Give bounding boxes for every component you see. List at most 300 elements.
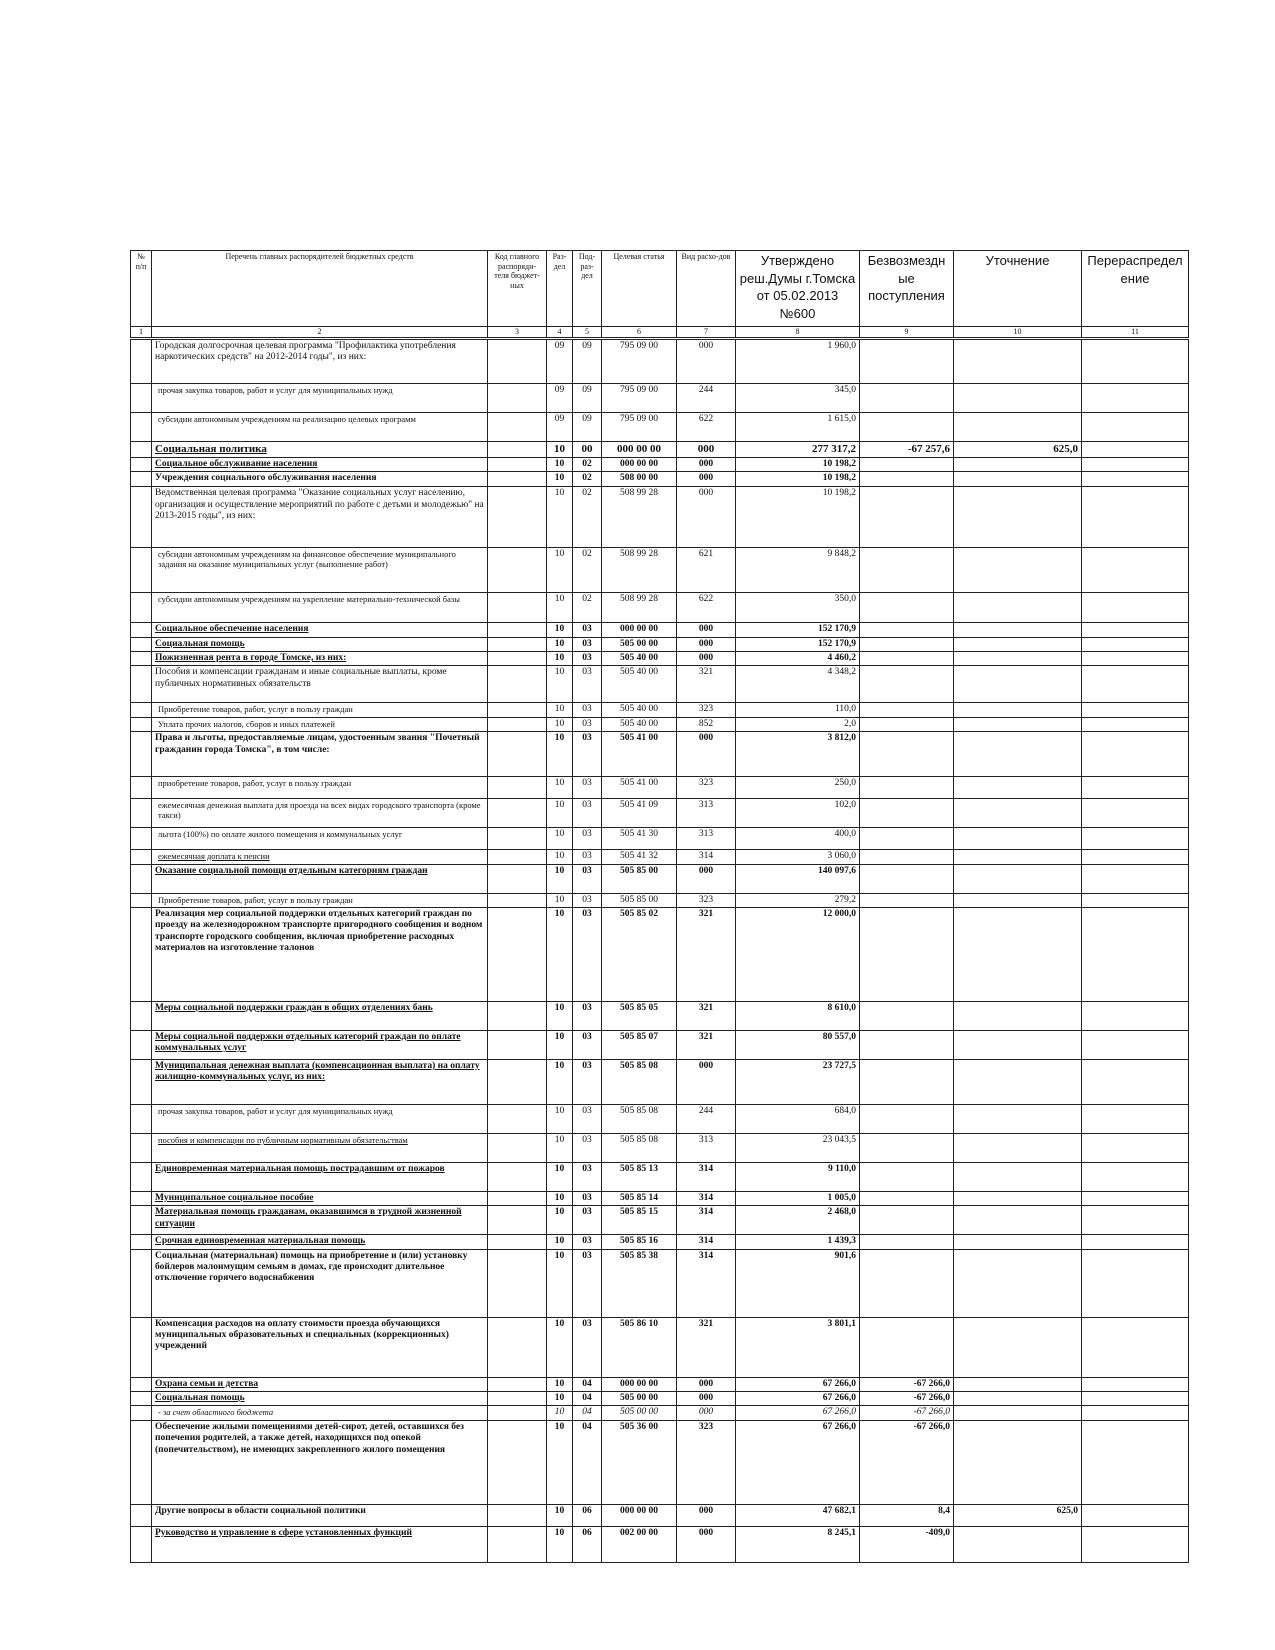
cell-num <box>131 637 152 651</box>
cell-clarification <box>954 717 1082 731</box>
cell-podrazdel: 03 <box>573 637 602 651</box>
cell-redistribution <box>1082 1392 1189 1406</box>
table-row <box>131 1162 1189 1191</box>
cell-approved: 901,6 <box>736 1249 860 1317</box>
cell-num <box>131 1191 152 1205</box>
cell-target: 508 99 28 <box>602 487 677 548</box>
cell-num <box>131 1162 152 1191</box>
cell-expense-type: 000 <box>677 637 736 651</box>
header-podrazdel: Под-раз-дел <box>573 251 602 327</box>
cell-expense-type: 314 <box>677 1249 736 1317</box>
colnum: 2 <box>152 327 488 339</box>
table-row <box>131 457 1189 471</box>
cell-podrazdel: 03 <box>573 1030 602 1059</box>
table-row <box>131 548 1189 593</box>
cell-podrazdel: 04 <box>573 1377 602 1391</box>
cell-num <box>131 651 152 665</box>
table-row <box>131 828 1189 850</box>
cell-clarification <box>954 1377 1082 1391</box>
cell-expense-type: 314 <box>677 850 736 864</box>
cell-podrazdel: 03 <box>573 651 602 665</box>
cell-podrazdel: 03 <box>573 717 602 731</box>
table-row <box>131 777 1189 799</box>
cell-gratuitous: -67 266,0 <box>860 1420 954 1504</box>
cell-redistribution <box>1082 799 1189 828</box>
cell-razdel: 10 <box>547 1001 573 1030</box>
cell-target: 795 09 00 <box>602 383 677 412</box>
table-row <box>131 487 1189 548</box>
cell-razdel: 10 <box>547 1420 573 1504</box>
cell-razdel: 10 <box>547 1030 573 1059</box>
cell-expense-type: 000 <box>677 864 736 893</box>
cell-approved: 12 000,0 <box>736 907 860 1001</box>
cell-name: Социальная (материальная) помощь на приобретение и (или) установку бойлеров малоимущим семьям в домах, где происходит длительное отключение горячего водоснабжения <box>152 1249 488 1317</box>
cell-gratuitous <box>860 717 954 731</box>
cell-razdel: 10 <box>547 1504 573 1526</box>
cell-gratuitous <box>860 1191 954 1205</box>
cell-razdel: 10 <box>547 717 573 731</box>
cell-num <box>131 907 152 1001</box>
cell-podrazdel: 04 <box>573 1420 602 1504</box>
table-row <box>131 1317 1189 1377</box>
cell-target: 505 40 00 <box>602 666 677 703</box>
cell-razdel: 09 <box>547 383 573 412</box>
cell-razdel: 10 <box>547 472 573 487</box>
cell-redistribution <box>1082 472 1189 487</box>
cell-expense-type: 000 <box>677 651 736 665</box>
budget-table <box>130 250 1189 1563</box>
cell-gratuitous <box>860 1001 954 1030</box>
cell-redistribution <box>1082 1504 1189 1526</box>
cell-gratuitous: -67 257,6 <box>860 441 954 457</box>
cell-expense-type: 321 <box>677 1030 736 1059</box>
cell-podrazdel: 04 <box>573 1392 602 1406</box>
cell-razdel: 10 <box>547 1526 573 1562</box>
cell-num <box>131 1030 152 1059</box>
cell-expense-type: 323 <box>677 777 736 799</box>
cell-gratuitous: -67 266,0 <box>860 1377 954 1391</box>
cell-gratuitous: 8,4 <box>860 1504 954 1526</box>
cell-code <box>488 1420 547 1504</box>
header-num: № п/п <box>131 251 152 327</box>
cell-razdel: 10 <box>547 777 573 799</box>
cell-razdel: 10 <box>547 907 573 1001</box>
cell-clarification <box>954 732 1082 777</box>
cell-target: 508 00 00 <box>602 472 677 487</box>
cell-expense-type: 321 <box>677 1317 736 1377</box>
cell-name: Права и льготы, предоставляемые лицам, удостоенным звания "Почетный гражданин города Томска", в том числе: <box>152 732 488 777</box>
cell-expense-type: 000 <box>677 623 736 637</box>
cell-name: Городская долгосрочная целевая программа "Профилактика употребления наркотических средств" на 2012-2014 годы", из них: <box>152 338 488 383</box>
cell-razdel: 10 <box>547 893 573 907</box>
cell-razdel: 10 <box>547 1392 573 1406</box>
cell-code <box>488 666 547 703</box>
cell-gratuitous: -67 266,0 <box>860 1406 954 1420</box>
cell-clarification <box>954 651 1082 665</box>
cell-podrazdel: 02 <box>573 593 602 623</box>
cell-gratuitous <box>860 1249 954 1317</box>
colnum: 9 <box>860 327 954 339</box>
cell-razdel: 10 <box>547 1191 573 1205</box>
cell-redistribution <box>1082 651 1189 665</box>
cell-clarification <box>954 703 1082 717</box>
cell-num <box>131 732 152 777</box>
cell-clarification <box>954 1392 1082 1406</box>
cell-podrazdel: 03 <box>573 623 602 637</box>
table-row <box>131 593 1189 623</box>
cell-approved: 23 043,5 <box>736 1133 860 1162</box>
header-gratuitous: Безвозмездн ые поступления <box>860 251 954 327</box>
cell-podrazdel: 02 <box>573 472 602 487</box>
table-row <box>131 1406 1189 1420</box>
cell-podrazdel: 04 <box>573 1406 602 1420</box>
cell-code <box>488 441 547 457</box>
cell-code <box>488 637 547 651</box>
cell-gratuitous <box>860 383 954 412</box>
cell-gratuitous <box>860 1162 954 1191</box>
cell-podrazdel: 00 <box>573 441 602 457</box>
cell-code <box>488 864 547 893</box>
cell-num <box>131 338 152 383</box>
cell-gratuitous <box>860 850 954 864</box>
cell-approved: 4 460,2 <box>736 651 860 665</box>
cell-target: 505 85 07 <box>602 1030 677 1059</box>
cell-podrazdel: 03 <box>573 850 602 864</box>
table-row <box>131 703 1189 717</box>
header-expense-type: Вид расхо-дов <box>677 251 736 327</box>
cell-redistribution <box>1082 457 1189 471</box>
cell-redistribution <box>1082 1162 1189 1191</box>
table-row <box>131 717 1189 731</box>
cell-num <box>131 1377 152 1391</box>
cell-num <box>131 1249 152 1317</box>
cell-redistribution <box>1082 850 1189 864</box>
cell-num <box>131 1420 152 1504</box>
cell-redistribution <box>1082 893 1189 907</box>
cell-code <box>488 1392 547 1406</box>
cell-redistribution <box>1082 777 1189 799</box>
table-row <box>131 1001 1189 1030</box>
colnum: 4 <box>547 327 573 339</box>
cell-name: Срочная единовременная материальная помощь <box>152 1235 488 1249</box>
cell-podrazdel: 03 <box>573 864 602 893</box>
cell-approved: 152 170,9 <box>736 637 860 651</box>
cell-razdel: 10 <box>547 457 573 471</box>
cell-redistribution <box>1082 1526 1189 1562</box>
cell-target: 505 85 14 <box>602 1191 677 1205</box>
cell-clarification <box>954 799 1082 828</box>
cell-code <box>488 1030 547 1059</box>
table-row <box>131 338 1189 383</box>
cell-redistribution <box>1082 1104 1189 1133</box>
cell-expense-type: 244 <box>677 383 736 412</box>
cell-approved: 3 801,1 <box>736 1317 860 1377</box>
table-row <box>131 623 1189 637</box>
cell-code <box>488 548 547 593</box>
cell-target: 505 85 02 <box>602 907 677 1001</box>
cell-code <box>488 1001 547 1030</box>
cell-expense-type: 000 <box>677 1526 736 1562</box>
cell-name: субсидии автономным учреждениям на укрепление материально-технической базы <box>152 593 488 623</box>
cell-name: Компенсация расходов на оплату стоимости проезда обучающихся муниципальных образовательных и специальных (коррекционных) учреждений <box>152 1317 488 1377</box>
cell-name: субсидии автономным учреждениям на финансовое обеспечение муниципального задания на оказание муниципальных услуг (выполнение работ) <box>152 548 488 593</box>
cell-clarification <box>954 1133 1082 1162</box>
colnum: 11 <box>1082 327 1189 339</box>
cell-approved: 277 317,2 <box>736 441 860 457</box>
cell-gratuitous <box>860 864 954 893</box>
cell-redistribution <box>1082 441 1189 457</box>
cell-clarification <box>954 1235 1082 1249</box>
cell-num <box>131 1526 152 1562</box>
cell-gratuitous <box>860 799 954 828</box>
cell-approved: 1 005,0 <box>736 1191 860 1205</box>
cell-clarification: 625,0 <box>954 1504 1082 1526</box>
cell-num <box>131 548 152 593</box>
cell-podrazdel: 03 <box>573 1235 602 1249</box>
cell-razdel: 10 <box>547 732 573 777</box>
cell-clarification <box>954 1206 1082 1235</box>
cell-num <box>131 593 152 623</box>
cell-razdel: 10 <box>547 850 573 864</box>
cell-approved: 110,0 <box>736 703 860 717</box>
cell-expense-type: 321 <box>677 1001 736 1030</box>
cell-name: Социальная политика <box>152 441 488 457</box>
cell-gratuitous <box>860 1317 954 1377</box>
table-row <box>131 799 1189 828</box>
cell-target: 505 00 00 <box>602 1406 677 1420</box>
cell-target: 000 00 00 <box>602 1377 677 1391</box>
cell-code <box>488 593 547 623</box>
cell-approved: 8 245,1 <box>736 1526 860 1562</box>
cell-redistribution <box>1082 1377 1189 1391</box>
cell-code <box>488 1104 547 1133</box>
cell-code <box>488 1526 547 1562</box>
cell-redistribution <box>1082 703 1189 717</box>
cell-razdel: 10 <box>547 666 573 703</box>
cell-approved: 9 848,2 <box>736 548 860 593</box>
cell-approved: 23 727,5 <box>736 1059 860 1104</box>
cell-num <box>131 1406 152 1420</box>
cell-expense-type: 314 <box>677 1235 736 1249</box>
cell-razdel: 10 <box>547 1406 573 1420</box>
cell-name: Ведомственная целевая программа "Оказание социальных услуг населению, организация и осуществление мероприятий по работе с детьми и молодежью" на 2013-2015 годы", из них: <box>152 487 488 548</box>
header-target: Целевая статья <box>602 251 677 327</box>
cell-name: Социальное обеспечение населения <box>152 623 488 637</box>
cell-redistribution <box>1082 1406 1189 1420</box>
cell-approved: 10 198,2 <box>736 457 860 471</box>
cell-code <box>488 777 547 799</box>
cell-razdel: 10 <box>547 637 573 651</box>
cell-clarification <box>954 828 1082 850</box>
cell-approved: 250,0 <box>736 777 860 799</box>
cell-code <box>488 828 547 850</box>
cell-target: 508 99 28 <box>602 548 677 593</box>
cell-clarification <box>954 850 1082 864</box>
cell-redistribution <box>1082 1235 1189 1249</box>
cell-gratuitous <box>860 893 954 907</box>
table-row <box>131 1420 1189 1504</box>
cell-podrazdel: 03 <box>573 799 602 828</box>
cell-podrazdel: 03 <box>573 1317 602 1377</box>
cell-name: ежемесячная денежная выплата для проезда на всех видах городского транспорта (кроме такси) <box>152 799 488 828</box>
cell-expense-type: 000 <box>677 732 736 777</box>
cell-num <box>131 472 152 487</box>
cell-podrazdel: 02 <box>573 457 602 471</box>
cell-approved: 80 557,0 <box>736 1030 860 1059</box>
cell-target: 000 00 00 <box>602 1504 677 1526</box>
cell-redistribution <box>1082 1249 1189 1317</box>
cell-podrazdel: 03 <box>573 893 602 907</box>
cell-target: 505 41 09 <box>602 799 677 828</box>
cell-gratuitous <box>860 1206 954 1235</box>
cell-code <box>488 1162 547 1191</box>
cell-code <box>488 1206 547 1235</box>
cell-approved: 350,0 <box>736 593 860 623</box>
cell-expense-type: 000 <box>677 1059 736 1104</box>
cell-code <box>488 893 547 907</box>
cell-code <box>488 623 547 637</box>
cell-code <box>488 1249 547 1317</box>
cell-redistribution <box>1082 548 1189 593</box>
cell-num <box>131 412 152 441</box>
cell-clarification <box>954 548 1082 593</box>
cell-podrazdel: 03 <box>573 1206 602 1235</box>
cell-approved: 2 468,0 <box>736 1206 860 1235</box>
cell-approved: 1 960,0 <box>736 338 860 383</box>
table-row <box>131 1392 1189 1406</box>
cell-target: 505 41 30 <box>602 828 677 850</box>
cell-target: 505 00 00 <box>602 1392 677 1406</box>
cell-podrazdel: 09 <box>573 338 602 383</box>
cell-razdel: 10 <box>547 651 573 665</box>
cell-podrazdel: 03 <box>573 1191 602 1205</box>
cell-code <box>488 383 547 412</box>
cell-num <box>131 828 152 850</box>
cell-target: 000 00 00 <box>602 441 677 457</box>
cell-num <box>131 717 152 731</box>
cell-code <box>488 732 547 777</box>
cell-razdel: 10 <box>547 487 573 548</box>
cell-num <box>131 1392 152 1406</box>
cell-approved: 1 439,3 <box>736 1235 860 1249</box>
table-row <box>131 1104 1189 1133</box>
table-row <box>131 864 1189 893</box>
header-razdel: Раз-дел <box>547 251 573 327</box>
cell-podrazdel: 03 <box>573 666 602 703</box>
table-body <box>131 338 1189 1562</box>
cell-num <box>131 457 152 471</box>
cell-redistribution <box>1082 828 1189 850</box>
header-clarification: Уточнение <box>954 251 1082 327</box>
cell-approved: 67 266,0 <box>736 1377 860 1391</box>
cell-name: прочая закупка товаров, работ и услуг для муниципальных нужд <box>152 383 488 412</box>
cell-podrazdel: 03 <box>573 1133 602 1162</box>
cell-code <box>488 487 547 548</box>
table-row <box>131 1191 1189 1205</box>
cell-name: субсидии автономным учреждениям на реализацию целевых программ <box>152 412 488 441</box>
cell-target: 505 85 15 <box>602 1206 677 1235</box>
cell-num <box>131 1317 152 1377</box>
cell-redistribution <box>1082 864 1189 893</box>
cell-approved: 9 110,0 <box>736 1162 860 1191</box>
cell-podrazdel: 06 <box>573 1504 602 1526</box>
cell-razdel: 10 <box>547 703 573 717</box>
cell-num <box>131 1504 152 1526</box>
cell-expense-type: 000 <box>677 457 736 471</box>
cell-approved: 140 097,6 <box>736 864 860 893</box>
cell-approved: 67 266,0 <box>736 1420 860 1504</box>
cell-clarification <box>954 1317 1082 1377</box>
cell-code <box>488 799 547 828</box>
cell-podrazdel: 03 <box>573 1104 602 1133</box>
cell-target: 508 99 28 <box>602 593 677 623</box>
cell-num <box>131 777 152 799</box>
cell-razdel: 10 <box>547 1162 573 1191</box>
cell-redistribution <box>1082 623 1189 637</box>
cell-target: 002 00 00 <box>602 1526 677 1562</box>
cell-num <box>131 1104 152 1133</box>
cell-redistribution <box>1082 1133 1189 1162</box>
cell-redistribution <box>1082 637 1189 651</box>
cell-podrazdel: 03 <box>573 777 602 799</box>
cell-podrazdel: 03 <box>573 907 602 1001</box>
table-row <box>131 637 1189 651</box>
table-row <box>131 1526 1189 1562</box>
cell-approved: 345,0 <box>736 383 860 412</box>
cell-redistribution <box>1082 593 1189 623</box>
cell-code <box>488 1504 547 1526</box>
cell-razdel: 10 <box>547 1377 573 1391</box>
cell-code <box>488 412 547 441</box>
cell-redistribution <box>1082 1317 1189 1377</box>
cell-approved: 4 348,2 <box>736 666 860 703</box>
cell-clarification <box>954 1249 1082 1317</box>
cell-approved: 102,0 <box>736 799 860 828</box>
cell-clarification <box>954 1030 1082 1059</box>
cell-clarification <box>954 1001 1082 1030</box>
cell-target: 505 85 13 <box>602 1162 677 1191</box>
cell-name: Социальная помощь <box>152 637 488 651</box>
cell-name: пособия и компенсации по публичным нормативным обязательствам <box>152 1133 488 1162</box>
cell-gratuitous <box>860 651 954 665</box>
cell-num <box>131 623 152 637</box>
cell-razdel: 10 <box>547 1133 573 1162</box>
cell-expense-type: 313 <box>677 828 736 850</box>
cell-redistribution <box>1082 717 1189 731</box>
cell-code <box>488 907 547 1001</box>
cell-name: Учреждения социального обслуживания населения <box>152 472 488 487</box>
cell-target: 795 09 00 <box>602 338 677 383</box>
cell-expense-type: 313 <box>677 799 736 828</box>
header-code: Код главного распоряди-теля бюджет-ных <box>488 251 547 327</box>
colnum: 7 <box>677 327 736 339</box>
cell-name: Единовременная материальная помощь пострадавшим от пожаров <box>152 1162 488 1191</box>
table-row <box>131 907 1189 1001</box>
cell-redistribution <box>1082 732 1189 777</box>
cell-redistribution <box>1082 1191 1189 1205</box>
cell-redistribution <box>1082 1420 1189 1504</box>
cell-approved: 152 170,9 <box>736 623 860 637</box>
colnum: 6 <box>602 327 677 339</box>
cell-approved: 3 060,0 <box>736 850 860 864</box>
cell-redistribution <box>1082 1030 1189 1059</box>
cell-gratuitous <box>860 1133 954 1162</box>
cell-name: Оказание социальной помощи отдельным категориям граждан <box>152 864 488 893</box>
cell-clarification <box>954 864 1082 893</box>
cell-clarification <box>954 1420 1082 1504</box>
cell-approved: 400,0 <box>736 828 860 850</box>
cell-expense-type: 323 <box>677 1420 736 1504</box>
